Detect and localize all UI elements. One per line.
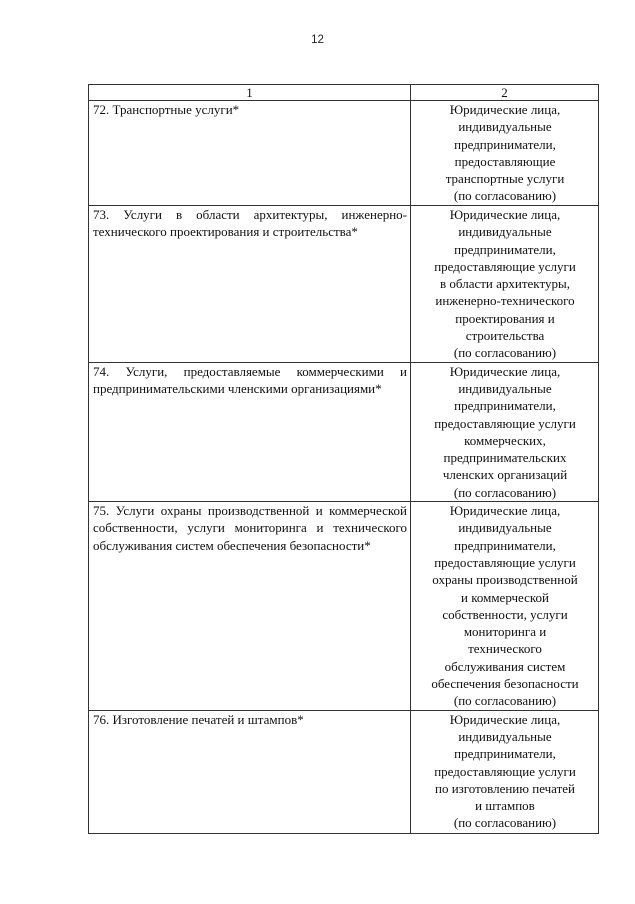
provider-line: по изготовлению печатей <box>434 780 576 796</box>
service-cell: 72. Транспортные услуги* <box>89 101 411 206</box>
provider-line: транспортные услуги <box>445 171 565 187</box>
provider-line: охраны производственной <box>432 572 578 588</box>
column-header-2: 2 <box>411 85 599 101</box>
provider-line: в области архитектуры, <box>440 276 570 292</box>
table-row-76 <box>89 710 599 833</box>
service-cell: 76. Изготовление печатей и штампов* <box>89 710 411 833</box>
service-cell: 73. Услуги в области архитектуры, инженерно-технического проектирования и строительства* <box>89 206 411 363</box>
provider-line: предоставляющие <box>454 153 556 169</box>
service-cell: 74. Услуги, предоставляемые коммерческими и предпринимательскими членскими организациями* <box>89 362 411 501</box>
provider-line: строительства <box>465 328 545 344</box>
provider-line: технического <box>468 641 542 657</box>
provider-line: предоставляющие услуги <box>434 415 576 431</box>
provider-line: Юридические лица, <box>449 207 561 222</box>
services-table <box>88 84 599 834</box>
provider-line: предоставляющие услуги <box>434 258 576 274</box>
provider-line: индивидуальные <box>458 380 552 396</box>
provider-line: Юридические лица, <box>449 102 561 117</box>
provider-line: Юридические лица, <box>449 363 561 379</box>
provider-line: и коммерческой <box>460 589 550 605</box>
provider-line: (по согласованию) <box>453 484 557 500</box>
table-row-74 <box>89 362 599 501</box>
provider-cell <box>411 101 599 206</box>
provider-line: членских организаций <box>442 467 568 483</box>
provider-cell <box>411 710 599 833</box>
table-row-72 <box>89 101 599 206</box>
provider-line: обеспечения безопасности <box>431 676 579 692</box>
provider-line: Юридические лица, <box>449 503 561 519</box>
provider-line: индивидуальные <box>458 728 552 744</box>
provider-line: предприниматели, <box>454 241 556 257</box>
provider-line: предоставляющие услуги <box>434 763 576 779</box>
provider-line: индивидуальные <box>458 520 552 536</box>
provider-line: предпринимательских <box>443 450 567 466</box>
provider-line: (по согласованию) <box>453 693 557 709</box>
provider-line: и штампов <box>475 798 535 814</box>
table-row-73 <box>89 206 599 363</box>
provider-cell <box>411 206 599 363</box>
provider-line: предприниматели, <box>454 537 556 553</box>
provider-line: собственности, услуги <box>442 606 568 622</box>
provider-line: предприниматели, <box>454 746 556 762</box>
provider-line: коммерческих, <box>464 432 546 448</box>
provider-line: обслуживания систем <box>444 658 566 674</box>
provider-line: Юридические лица, <box>449 711 561 727</box>
table-row-75 <box>89 502 599 711</box>
provider-line: индивидуальные <box>458 224 552 240</box>
provider-line: инженерно-технического <box>435 293 575 309</box>
provider-line: предоставляющие услуги <box>434 554 576 570</box>
provider-cell <box>411 362 599 501</box>
provider-line: (по согласованию) <box>453 188 557 204</box>
provider-line: предприниматели, <box>454 136 556 152</box>
page-number: 12 <box>311 34 324 46</box>
provider-line: (по согласованию) <box>453 815 557 831</box>
provider-line: мониторинга и <box>463 624 547 640</box>
provider-line: предприниматели, <box>454 398 556 414</box>
table-header-row <box>89 85 599 101</box>
provider-cell <box>411 502 599 711</box>
provider-line: (по согласованию) <box>453 345 557 361</box>
column-header-1: 1 <box>89 85 411 101</box>
service-cell: 75. Услуги охраны производственной и коммерческой собственности, услуги мониторинга и технического обслуживания систем обеспечения безопасности* <box>89 502 411 711</box>
provider-line: индивидуальные <box>458 119 552 135</box>
provider-line: проектирования и <box>455 310 555 326</box>
